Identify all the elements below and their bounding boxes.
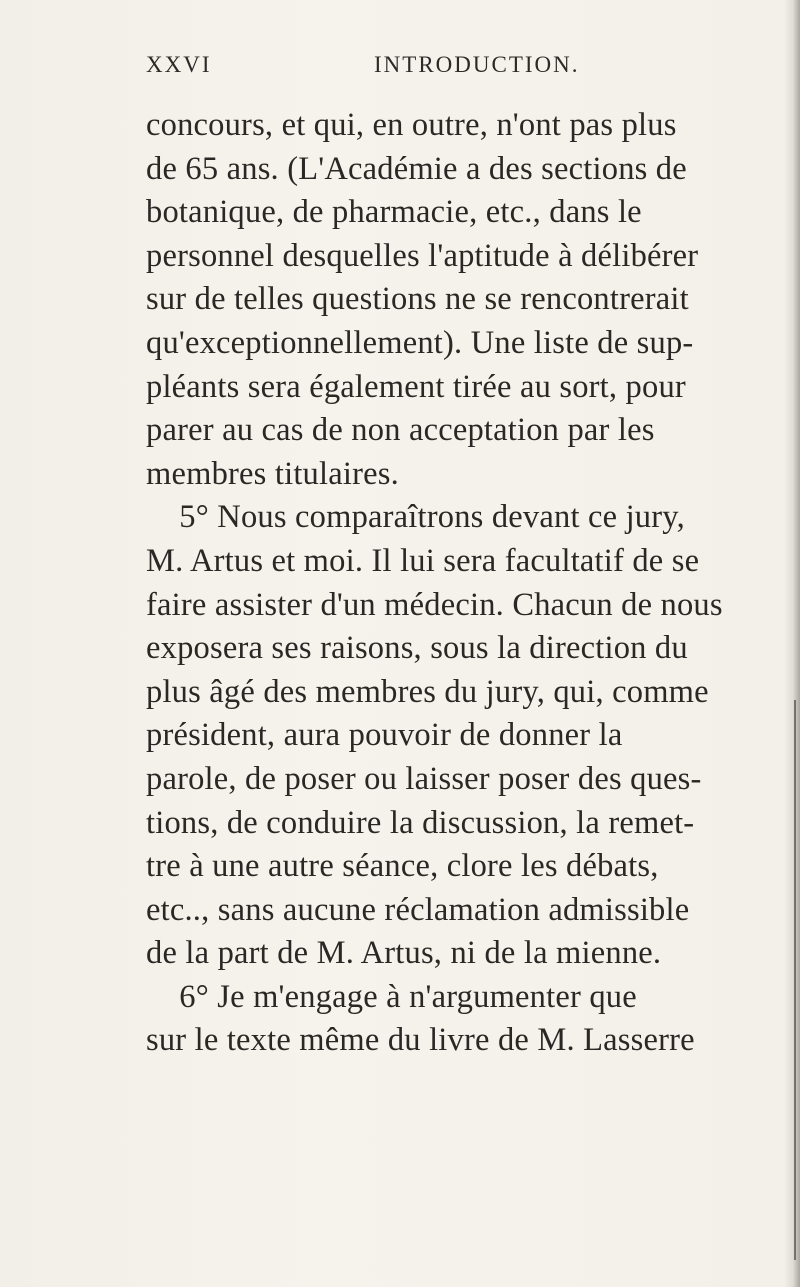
text-line: botanique, de pharmacie, etc., dans le xyxy=(146,194,642,231)
page-edge-line xyxy=(794,700,796,1260)
text-line: plus âgé des membres du jury, qui, comme xyxy=(146,673,709,710)
body-text xyxy=(146,104,792,1063)
text-line: faire assister d'un médecin. Chacun de nous xyxy=(146,586,723,623)
text-line: de 65 ans. (L'Académie a des sections de xyxy=(146,150,687,187)
text-line: 5° Nous comparaîtrons devant ce jury, xyxy=(146,499,685,536)
text-line: tre à une autre séance, clore les débats, xyxy=(146,848,659,885)
text-line: etc.., sans aucune réclamation admissible xyxy=(146,891,690,928)
page-number: XXVI xyxy=(146,52,212,77)
running-title: INTRODUCTION. xyxy=(374,52,580,77)
text-line: tions, de conduire la discussion, la remet- xyxy=(146,804,695,841)
text-line: personnel desquelles l'aptitude à délibérer xyxy=(146,237,699,274)
text-line: sur de telles questions ne se rencontrerait xyxy=(146,281,689,318)
text-line: exposera ses raisons, sous la direction du xyxy=(146,630,688,667)
text-line: 6° Je m'engage à n'argumenter que xyxy=(146,978,637,1015)
text-line: concours, et qui, en outre, n'ont pas plus xyxy=(146,107,677,143)
text-line: président, aura pouvoir de donner la xyxy=(146,717,623,754)
text-line: M. Artus et moi. Il lui sera facultatif de se xyxy=(146,542,700,579)
text-line: pléants sera également tirée au sort, pour xyxy=(146,368,686,405)
text-line: parer au cas de non acceptation par les xyxy=(146,412,655,449)
text-line: de la part de M. Artus, ni de la mienne. xyxy=(146,935,662,972)
text-line: qu'exceptionnellement). Une liste de sup- xyxy=(146,324,694,361)
text-line: sur le texte même du livre de M. Lasserre xyxy=(146,1022,695,1059)
text-line: membres titulaires. xyxy=(146,455,399,492)
text-line: parole, de poser ou laisser poser des ques- xyxy=(146,760,702,797)
